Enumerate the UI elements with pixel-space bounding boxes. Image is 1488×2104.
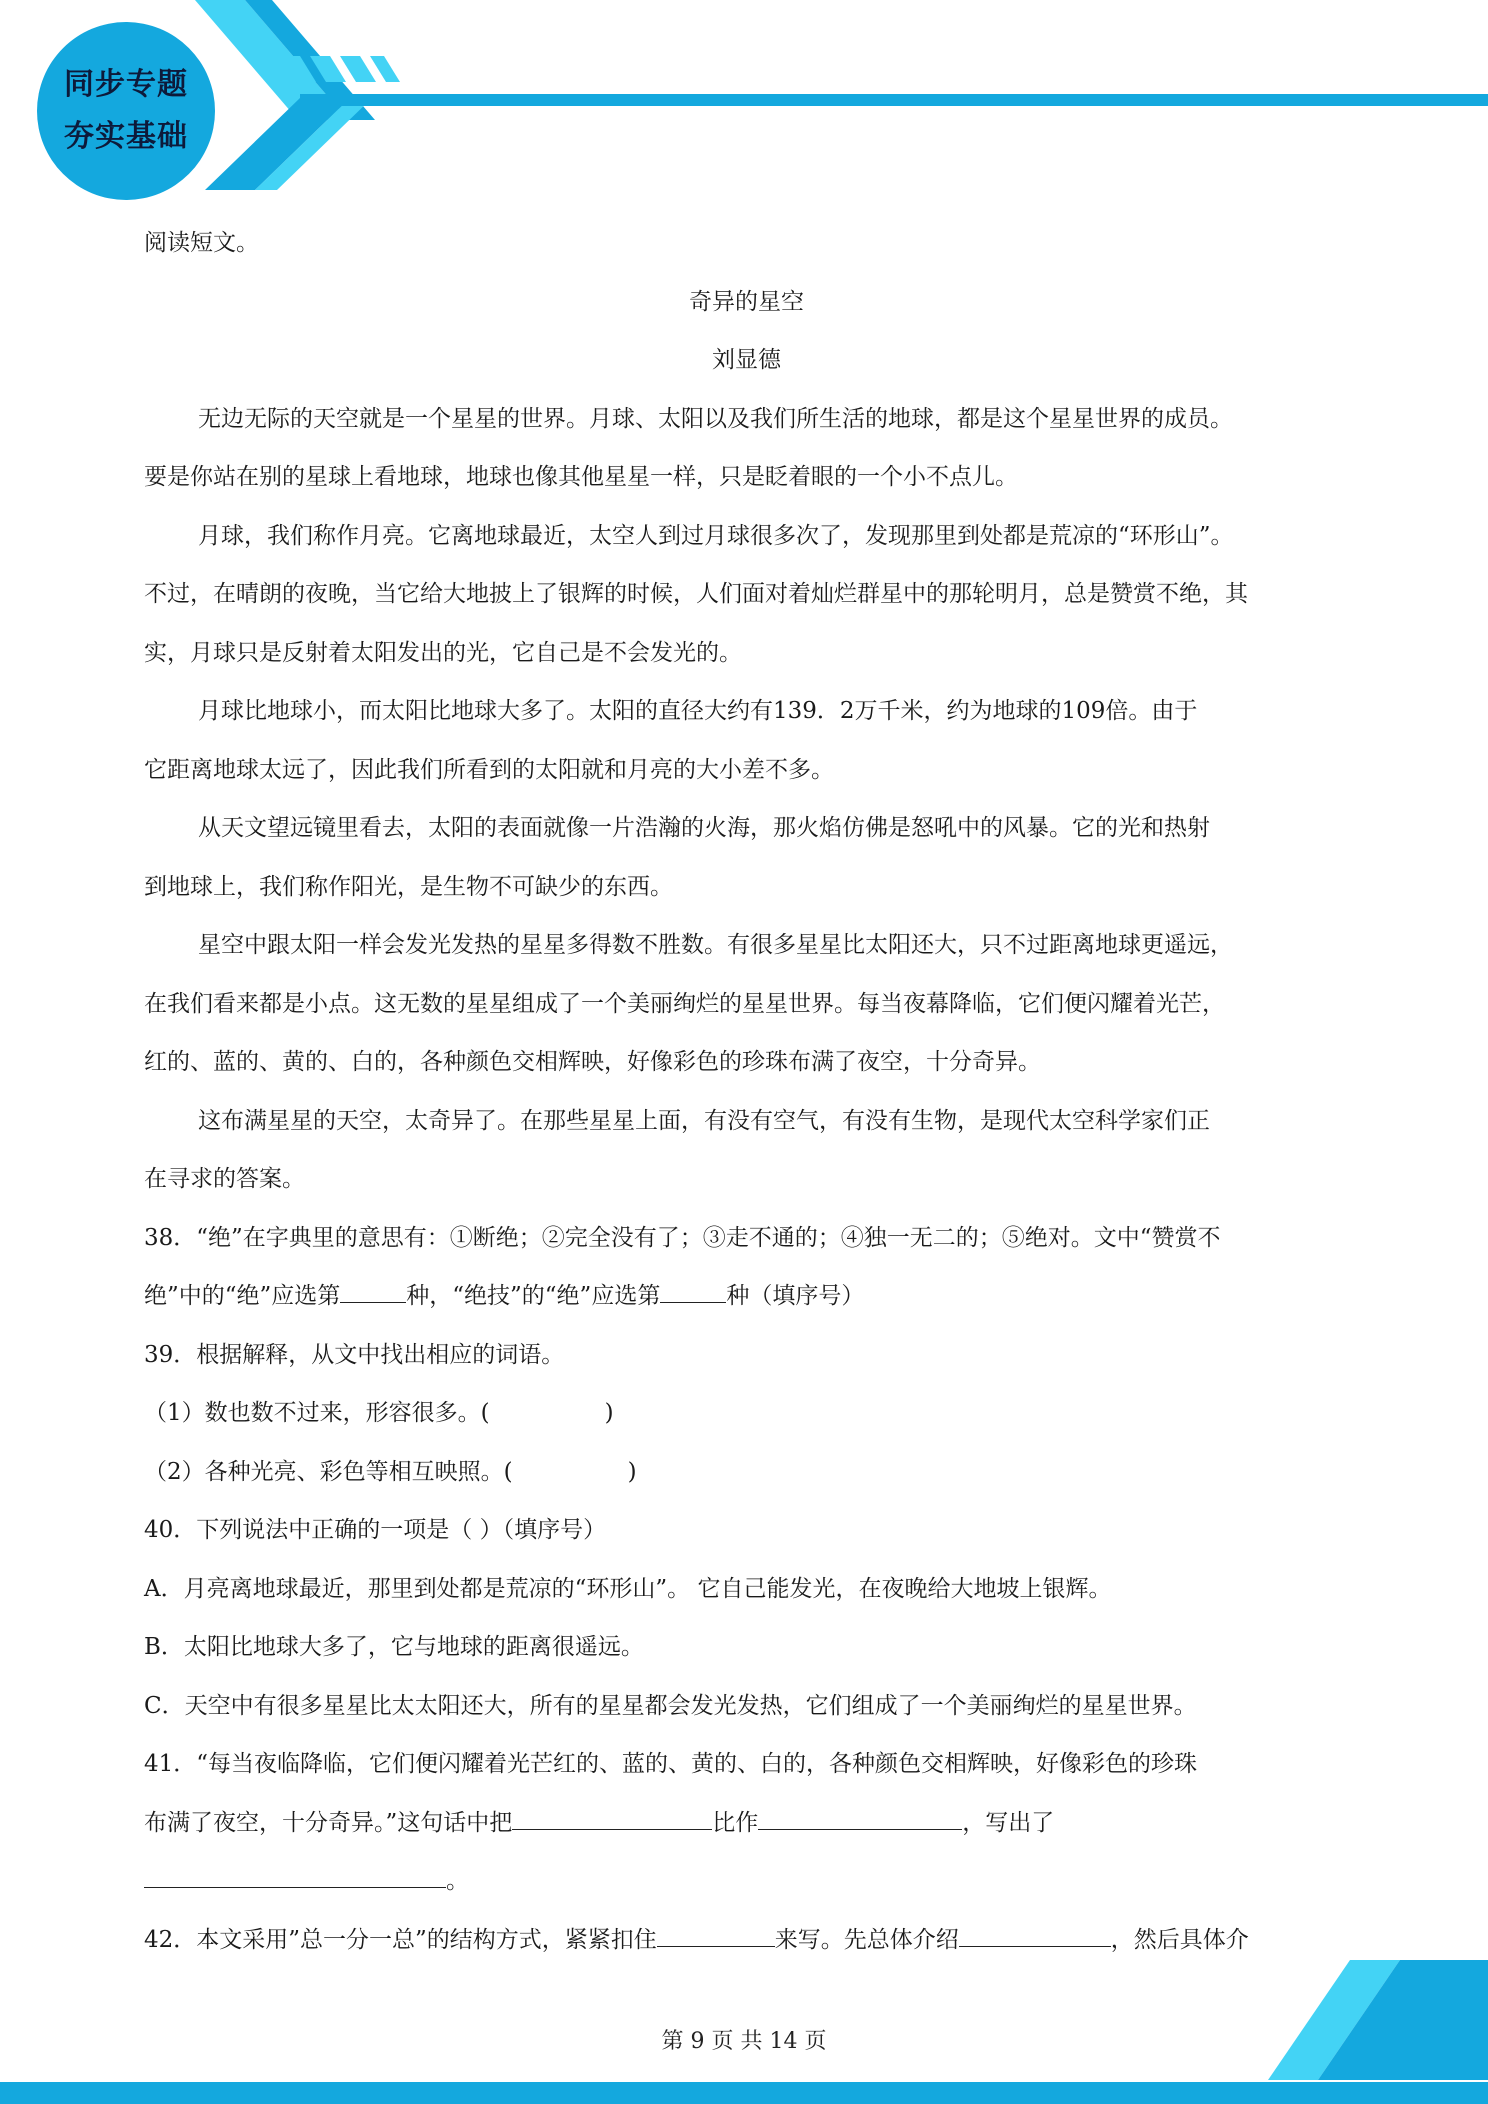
question-40-option-a: A．月亮离地球最近，那里到处都是荒凉的“环形山”。 它自己能发光，在夜晚给大地坡上银辉。 bbox=[144, 1575, 1112, 1602]
header-banner bbox=[0, 0, 1488, 200]
question-41-line-2: 布满了夜空，十分奇异。”这句话中把 比作 ，写出了 bbox=[144, 1794, 1349, 1853]
article-line: 红的、蓝的、黄的、白的，各种颜色交相辉映，好像彩色的珍珠布满了夜空，十分奇异。 bbox=[144, 1049, 1041, 1075]
question-41-line-3: 。 bbox=[144, 1852, 1349, 1911]
article-line: 不过，在晴朗的夜晚，当它给大地披上了银辉的时候，人们面对着灿烂群星中的那轮明月，总是赞赏不绝，其 bbox=[144, 581, 1248, 607]
footer-bar bbox=[0, 2082, 1488, 2104]
question-42-line-1: 42．本文采用”总一分一总”的结构方式，紧紧扣住 来写。先总体介绍 ，然后具体介 bbox=[144, 1911, 1349, 1970]
article-line: 要是你站在别的星球上看地球，地球也像其他星星一样，只是眨着眼的一个小不点儿。 bbox=[144, 464, 1018, 490]
article-line: 月球，我们称作月亮。它离地球最近，太空人到过月球很多次了，发现那里到处都是荒凉的“环形山”。 bbox=[198, 522, 1234, 549]
q38-blank-1[interactable] bbox=[340, 1276, 406, 1303]
q38-text-a: 绝”中的“绝”应选第 bbox=[144, 1283, 341, 1309]
question-38-line-2 bbox=[144, 1267, 1349, 1326]
q41-blank-3[interactable] bbox=[144, 1861, 446, 1888]
question-41-line-1: 41．“每当夜临降临，它们便闪耀着光芒红的、蓝的、黄的、白的，各种颜色交相辉映，好像彩色的珍珠 bbox=[144, 1751, 1198, 1777]
header-chevron-4 bbox=[370, 56, 400, 82]
article-line: 它距离地球太远了，因此我们所看到的太阳就和月亮的大小差不多。 bbox=[144, 756, 834, 783]
article-title: 奇异的星空 bbox=[689, 288, 804, 315]
question-39-item-1: （1）数也数不过来，形容很多。( ) bbox=[144, 1400, 614, 1426]
question-40-option-c: C．天空中有很多星星比太太阳还大，所有的星星都会发光发热，它们组成了一个美丽绚烂的星星世界。 bbox=[144, 1692, 1197, 1719]
question-39-item-2: （2）各种光亮、彩色等相互映照。( ) bbox=[144, 1458, 637, 1485]
article-line: 星空中跟太阳一样会发光发热的星星多得数不胜数。有很多星星比太阳还大，只不过距离地球更遥远， bbox=[198, 932, 1233, 958]
badge-line-1: 同步专题 bbox=[64, 67, 188, 102]
header-bar bbox=[300, 94, 1488, 106]
header-badge bbox=[37, 22, 215, 200]
page-number: 第 9 页 共 14 页 bbox=[661, 2029, 827, 2054]
q38-text-b: 种，“绝技”的“绝”应选第 bbox=[406, 1283, 661, 1309]
article-line: 在我们看来都是小点。这无数的星星组成了一个美丽绚烂的星星世界。每当夜幕降临，它们便闪耀着光芒， bbox=[144, 990, 1225, 1017]
article-line: 在寻求的答案。 bbox=[144, 1166, 305, 1192]
document-body bbox=[144, 214, 1349, 1969]
question-39-stem: 39．根据解释，从文中找出相应的词语。 bbox=[144, 1341, 565, 1368]
question-38-line-1: 38．“绝”在字典里的意思有：①断绝；②完全没有了；③走不通的；④独一无二的；⑤绝对。文中“赞赏不 bbox=[144, 1224, 1221, 1251]
q38-text-c: 种（填序号） bbox=[726, 1283, 865, 1309]
q41-blank-1[interactable] bbox=[512, 1803, 712, 1830]
badge-line-2: 夯实基础 bbox=[64, 119, 188, 154]
article-author: 刘显德 bbox=[712, 347, 781, 373]
article-line: 从天文望远镜里看去，太阳的表面就像一片浩瀚的火海，那火焰仿佛是怒吼中的风暴。它的光和热射 bbox=[198, 815, 1210, 841]
question-40-stem: 40．下列说法中正确的一项是（ ）（填序号） bbox=[144, 1517, 607, 1543]
article-line: 这布满星星的天空，太奇异了。在那些星星上面，有没有空气，有没有生物，是现代太空科学家们正 bbox=[198, 1107, 1210, 1134]
intro-instruction: 阅读短文。 bbox=[144, 230, 259, 256]
article-line: 无边无际的天空就是一个星星的世界。月球、太阳以及我们所生活的地球，都是这个星星世界的成员。 bbox=[198, 405, 1233, 432]
q41-blank-2[interactable] bbox=[758, 1803, 962, 1830]
q42-blank-2[interactable] bbox=[959, 1920, 1111, 1947]
article-line: 月球比地球小，而太阳比地球大多了。太阳的直径大约有139．2万千米，约为地球的109倍。由于 bbox=[198, 698, 1198, 724]
article-line: 实，月球只是反射着太阳发出的光，它自己是不会发光的。 bbox=[144, 639, 742, 666]
article-line: 到地球上，我们称作阳光，是生物不可缺少的东西。 bbox=[144, 873, 673, 900]
q42-blank-1[interactable] bbox=[657, 1920, 775, 1947]
q38-blank-2[interactable] bbox=[660, 1276, 726, 1303]
question-40-option-b: B．太阳比地球大多了，它与地球的距离很遥远。 bbox=[144, 1634, 644, 1660]
header-chevron-3 bbox=[340, 56, 376, 82]
